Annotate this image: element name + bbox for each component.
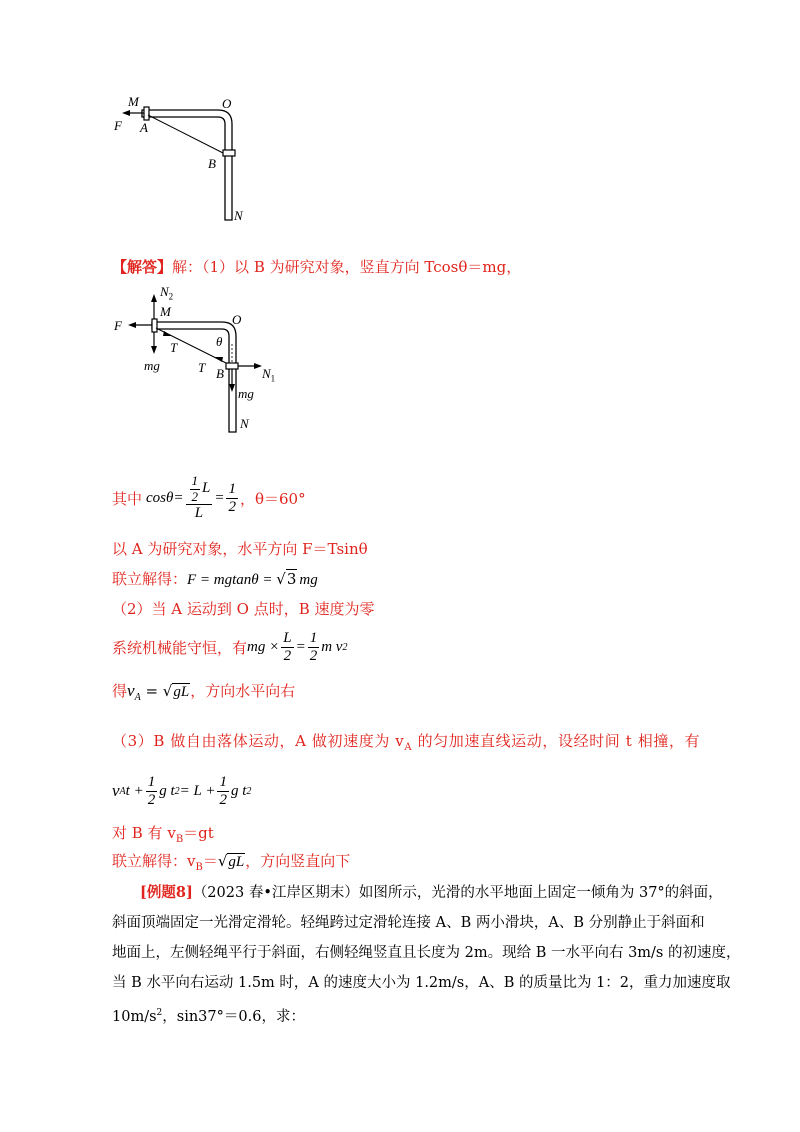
label-T2: T <box>198 360 206 375</box>
example-tag: [例题8] <box>140 884 193 901</box>
answer-line-3: 以 A 为研究对象，水平方向 F＝Tsinθ <box>112 540 368 558</box>
example-line-5 <box>112 998 692 1032</box>
gt-1: g t <box>159 782 175 799</box>
answer-text-11-sub: B <box>195 862 203 873</box>
v-sub-A: A <box>134 692 141 703</box>
answer-line-10 <box>112 822 214 845</box>
label-mgA: mg <box>144 358 160 373</box>
root-gL: gL <box>173 684 190 700</box>
label-M2: M <box>160 304 171 319</box>
label-N1-text: N <box>262 366 271 381</box>
label-F: F <box>114 118 122 133</box>
eq-7: = <box>140 682 163 700</box>
example-text-1: （2023 春•江岸区期末）如图所示，光滑的水平地面上固定一倾角为 37°的斜面， <box>192 885 723 901</box>
fraction-9a <box>146 774 158 808</box>
result-den: 2 <box>228 498 236 515</box>
v9: v <box>112 781 120 800</box>
v9-sub: A <box>119 785 126 797</box>
mv: m v <box>321 638 343 655</box>
label-B2: B <box>216 366 224 381</box>
label-M: M <box>128 94 139 109</box>
answer-text-11-tail: ，方向竖直向下 <box>245 852 351 870</box>
example-line-2: 斜面顶端固定一光滑定滑轮。轻绳跨过定滑轮连接 A、B 两小滑块，A、B 分别静止于斜面和 <box>112 915 705 931</box>
answer-text-6-prefix: 系统机械能守恒，有 <box>112 638 248 657</box>
mg-tail: mg <box>299 572 318 588</box>
figure-2 <box>110 282 290 442</box>
answer-text-1: 解：（1）以 B 为研究对象，竖直方向 Tcosθ＝mg， <box>172 258 522 276</box>
f9b-den: 2 <box>219 791 227 808</box>
example-paragraph <box>112 878 741 1032</box>
answer-text-7-prefix: 得 <box>112 682 128 700</box>
answer-text-10-sub: B <box>175 834 184 845</box>
eq-L-plus: = L + <box>179 782 216 799</box>
answer-text-7-tail: ，方向水平向右 <box>190 682 296 700</box>
gt-1-sup: 2 <box>174 785 180 797</box>
fraction-L-2 <box>281 630 293 664</box>
answer-line-5: （2）当 A 运动到 O 点时，B 速度为零 <box>112 600 375 618</box>
answer-text-8-tail: 的匀加速直线运动，设经时间 t 相撞，有 <box>412 732 701 750</box>
label-N2-text: N <box>160 284 169 299</box>
answer-tag: 【解答】 <box>112 258 173 276</box>
answer-text-11: 联立解得：v <box>112 852 196 870</box>
label-N1 <box>262 366 275 384</box>
fraction-1-2 <box>308 630 320 664</box>
example-text-5: 10m/s <box>112 1008 157 1025</box>
answer-text-10: 对 B 有 v <box>112 824 176 842</box>
theta-result: ，θ＝60° <box>239 489 306 508</box>
answer-text-4-prefix: 联立解得： <box>112 570 188 588</box>
answer-line-9 <box>112 770 251 812</box>
label-B: B <box>208 156 216 171</box>
answer-line-6 <box>112 626 347 668</box>
answer-text-11-eq: ＝ <box>202 852 218 870</box>
answer-line-7: 得$v_A = √gL$，方向水平向右 <box>112 681 296 703</box>
answer-text-8-sub: A <box>404 742 413 753</box>
answer-text-10-tail: ＝gt <box>183 824 214 842</box>
half2-num: 1 <box>309 630 318 646</box>
l-num: L <box>283 630 292 646</box>
half-L: L <box>202 480 211 497</box>
figure-1 <box>110 90 270 230</box>
f9a-den: 2 <box>147 791 156 808</box>
label-N: N <box>234 208 243 223</box>
v-symbol: v <box>127 681 135 700</box>
f-equation: F = mgtanθ = <box>187 572 277 588</box>
equals: = <box>295 638 306 655</box>
label-F2: F <box>114 318 122 333</box>
label-T1: T <box>170 340 178 355</box>
answer-line-8 <box>112 730 700 753</box>
gt-2-sup: 2 <box>246 785 252 797</box>
label-N3: N <box>240 416 249 431</box>
fraction-half-L <box>186 474 213 521</box>
root-gL-2: gL <box>228 854 245 870</box>
example-line-1 <box>112 878 723 908</box>
label-N2 <box>160 284 173 302</box>
answer-text-8: （3）B 做自由落体运动，A 做初速度为 v <box>112 732 405 750</box>
answer-line-2: 其中 cosθ = $\frac{1}{2}$ L L = $\frac{1}{2}$ ，θ＝60° <box>112 473 306 522</box>
f9b-num: 1 <box>219 774 227 790</box>
label-A: A <box>140 120 148 135</box>
fraction-one-half <box>226 481 238 515</box>
half-num: 1 <box>191 473 199 489</box>
gt-2: g t <box>230 782 247 799</box>
fraction-9b <box>217 774 229 808</box>
label-N1-sub: 1 <box>270 373 276 384</box>
den-L: L <box>194 505 204 522</box>
mg-times: mg × <box>247 638 280 655</box>
f9a-num: 1 <box>147 774 156 790</box>
half2-den: 2 <box>309 647 318 664</box>
label-O2: O <box>232 312 242 327</box>
sup-2: 2 <box>342 641 348 653</box>
example-line-4: 当 B 水平向右运动 1.5m 时，A 的速度大小为 1.2m/s，A、B 的质量比为 1：2，重力加速度取 <box>112 975 731 991</box>
answer-line-11: 联立解得：$v_B=√gL$，方向竖直向下 <box>112 852 351 873</box>
label-O: O <box>222 96 232 111</box>
answer-text-2-prefix: 其中 <box>112 489 143 508</box>
t-plus: t + <box>125 782 144 799</box>
answer-line-1 <box>112 256 521 277</box>
answer-line-4: 联立解得：F = mgtanθ = √3 mg <box>112 570 318 588</box>
example-line-3: 地面上，左侧轻绳平行于斜面，右侧轻绳竖直且长度为 2m。现给 B 一水平向右 3m/s 的初速度， <box>112 945 741 961</box>
example-text-5-tail: ，sin37°＝0.6，求： <box>162 1008 305 1025</box>
figure-1-diagram <box>110 90 270 230</box>
label-theta: θ <box>216 334 223 349</box>
l-den: 2 <box>283 647 292 664</box>
label-mgB: mg <box>238 386 254 401</box>
root-3: 3 <box>286 570 297 588</box>
example-text-5-sup: 2 <box>156 1008 163 1018</box>
result-num: 1 <box>228 481 236 497</box>
label-N2-sub: 2 <box>168 291 174 302</box>
half-den: 2 <box>191 488 199 504</box>
cos-theta: cosθ <box>146 489 174 506</box>
